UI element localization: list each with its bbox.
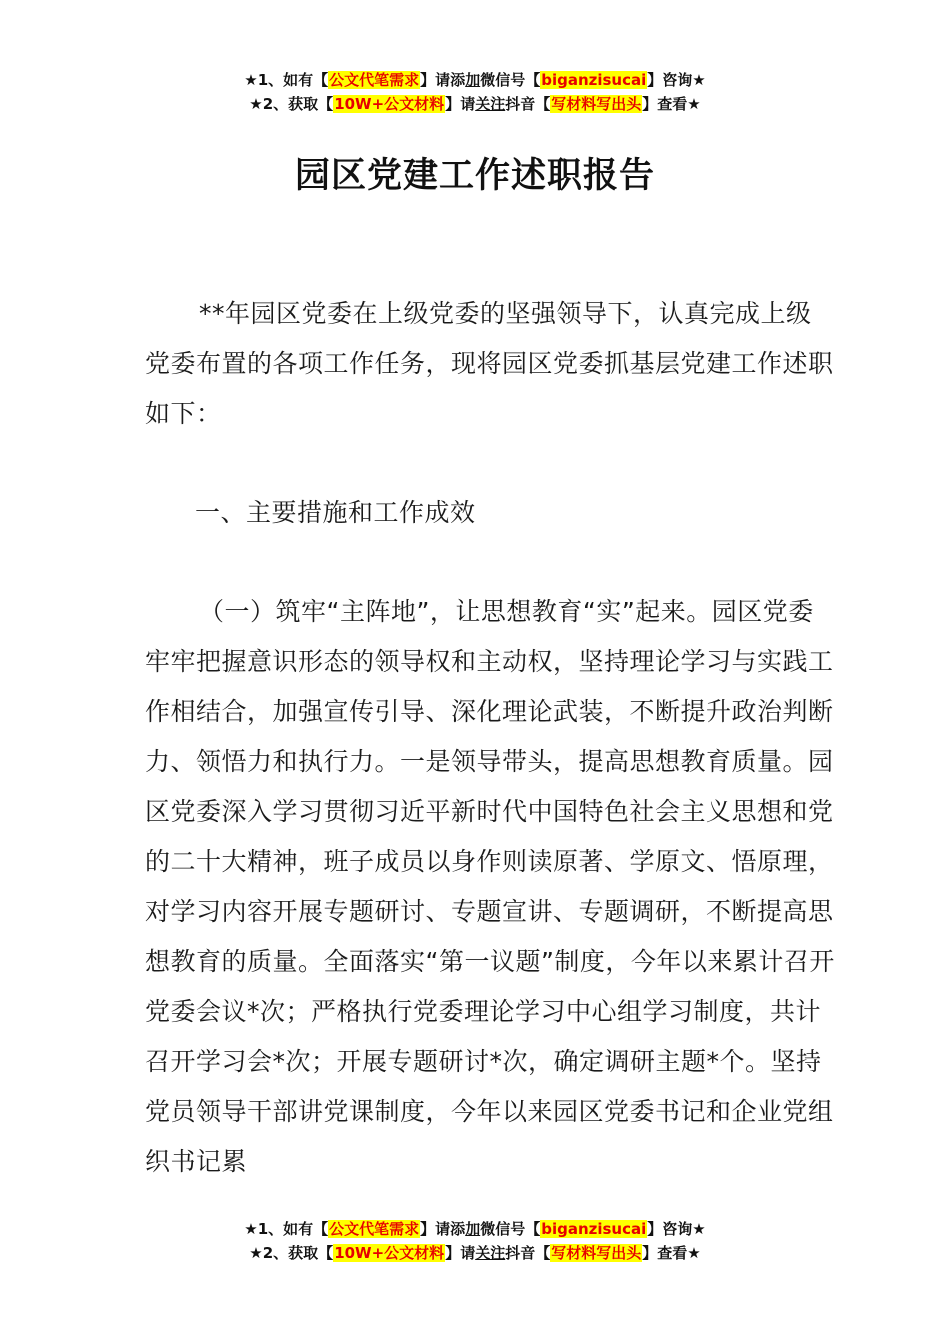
- promo-text: 】咨询★: [647, 1220, 706, 1238]
- promo-text: 】查看★: [642, 1244, 701, 1262]
- promo-text: 】查看★: [642, 95, 701, 113]
- promo-text: 】请: [445, 1244, 476, 1262]
- promo-line-1: [0, 68, 950, 92]
- promo-highlight: 10W+公文材料: [334, 1244, 445, 1262]
- promo-text: 微信号【: [480, 71, 541, 89]
- promo-highlight: 公文代笔需求: [329, 1220, 420, 1238]
- promo-underline: 关注: [475, 1244, 506, 1262]
- promo-highlight: 写材料写出头: [551, 1244, 642, 1262]
- promo-text: 】请添: [420, 1220, 466, 1238]
- promo-text: 】咨询★: [647, 71, 706, 89]
- promo-banner-bottom: [0, 1217, 950, 1265]
- promo-text: 抖音【: [505, 1244, 551, 1262]
- promo-underline: 关注: [475, 95, 506, 113]
- promo-text: 】请添: [420, 71, 466, 89]
- promo-banner-top: [0, 68, 950, 116]
- promo-text: ★1、如有【: [244, 1220, 329, 1238]
- promo-line-1: [0, 1217, 950, 1241]
- promo-text: 微信号【: [480, 1220, 541, 1238]
- promo-highlight: biganzisucai: [541, 71, 647, 89]
- promo-line-2: [0, 92, 950, 116]
- promo-highlight: 10W+公文材料: [334, 95, 445, 113]
- promo-highlight: 写材料写出头: [551, 95, 642, 113]
- promo-underline: 加: [465, 71, 481, 89]
- promo-text: ★2、获取【: [249, 95, 334, 113]
- promo-text: ★2、获取【: [249, 1244, 334, 1262]
- promo-highlight: 公文代笔需求: [329, 71, 420, 89]
- promo-text: ★1、如有【: [244, 71, 329, 89]
- promo-underline: 加: [465, 1220, 481, 1238]
- body-paragraph: （一）筑牢“主阵地”，让思想教育“实”起来。园区党委牢牢把握意识形态的领导权和主动权，坚持理论学习与实践工作相结合，加强宣传引导、深化理论武装，不断提升政治判断力、领悟力和执行力。一是领导带头，提高思想教育质量。园区党委深入学习贯彻习近平新时代中国特色社会主义思想和党的二十大精神，班子成员以身作则读原著、学原文、悟原理，对学习内容开展专题研讨、专题宣讲、专题调研，不断提高思想教育的质量。全面落实“第一议题”制度，今年以来累计召开党委会议*次；严格执行党委理论学习中心组学习制度，共计召开学习会*次；开展专题研讨*次，确定调研主题*个。坚持党员领导干部讲党课制度，今年以来园区党委书记和企业党组织书记累: [145, 597, 835, 1176]
- promo-highlight: biganzisucai: [541, 1220, 647, 1238]
- section-heading: 一、主要措施和工作成效: [195, 498, 476, 527]
- document-title: 园区党建工作述职报告: [294, 156, 655, 196]
- promo-text: 抖音【: [505, 95, 551, 113]
- promo-text: 】请: [445, 95, 476, 113]
- intro-paragraph: **年园区党委在上级党委的坚强领导下，认真完成上级党委布置的各项工作任务，现将园区党委抓基层党建工作述职如下：: [145, 299, 834, 428]
- promo-line-2: [0, 1241, 950, 1265]
